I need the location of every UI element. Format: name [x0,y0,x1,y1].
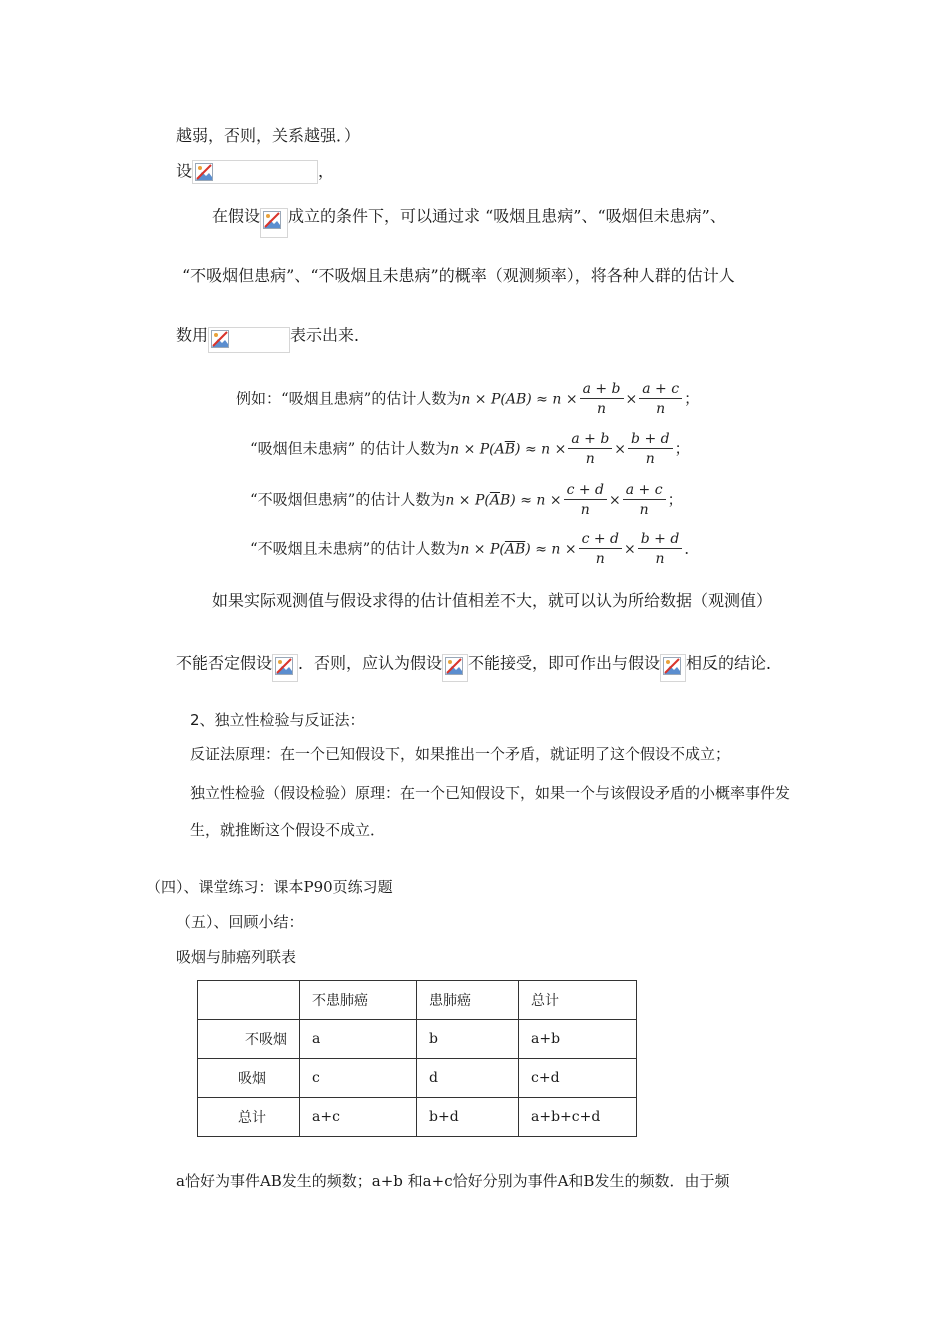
period: ． [684,539,700,558]
numerator: a + b [568,430,612,449]
header-cell [198,981,300,1020]
example-row-1-label: 例如：“吸烟且患病”的估计人数为 [236,389,462,408]
fraction [638,530,683,569]
table-row [198,1020,637,1059]
set-prefix: 设 [176,161,193,181]
semicolon: ； [684,389,700,408]
table-cell: a [300,1020,417,1059]
fraction [564,481,607,520]
numerator: a + c [623,481,666,500]
broken-image-icon [445,657,463,675]
expr-part: ) ≈ n × [515,441,567,458]
table-cell: c+d [519,1059,637,1098]
contingency-table [197,980,637,1137]
semicolon: ； [667,490,683,509]
denominator: n [580,502,590,518]
table-cell: a+b+c+d [519,1098,637,1137]
compare-line-1: 如果实际观测值与假设求得的估计值相差不大，就可以认为所给数据（观测值） [212,591,773,610]
section-2-title: 2、独立性检验与反证法： [190,711,365,729]
numerator: c + d [579,530,622,549]
table-cell: d [417,1059,519,1098]
section-2-proof-principle: 反证法原理：在一个已知假设下，如果推出一个矛盾，就证明了这个假设不成立； [190,745,731,763]
section-2-test-principle-line-1: 独立性检验（假设检验）原理：在一个已知假设下，如果一个与该假设矛盾的小概率事件发 [190,784,791,802]
assume-line-3-pre: 数用 [176,325,209,345]
expr-overline: $\overline{B}$ [504,441,516,458]
times-sign: × [624,541,636,558]
numerator: a + c [639,380,682,399]
numerator: b + d [628,430,673,449]
broken-image-icon [211,330,229,348]
denominator: n [655,551,665,567]
compare-part-c: 不能接受，即可作出与假设 [468,653,661,673]
expr-part: ) ≈ n × [525,541,577,558]
example-row-1 [236,380,699,419]
broken-image-icon [263,211,281,229]
example-row-4 [250,530,699,569]
header-cell: 总计 [519,981,637,1020]
compare-line-2 [176,650,782,678]
fraction [623,481,666,520]
set-suffix: ， [318,161,335,181]
times-sign: × [614,441,627,458]
table-row [198,1059,637,1098]
fraction [568,430,612,469]
numerator: b + d [638,530,683,549]
example-row-2-label: “吸烟但未患病” 的估计人数为 [250,439,451,458]
hypothesis-image-placeholder [260,208,288,238]
table-cell: b [417,1020,519,1059]
set-line [176,160,334,184]
denominator: n [656,401,666,417]
semicolon: ； [674,439,690,458]
intro-tail: 越弱，否则，关系越强．） [176,126,361,145]
formula-image-placeholder [192,160,318,184]
header-cell: 不患肺癌 [300,981,417,1020]
hypothesis-image-placeholder [660,654,686,682]
header-cell: 患肺癌 [417,981,519,1020]
assume-line-3-post: 表示出来． [290,325,371,345]
section-4-heading: （四）、课堂练习：课本P90页练习题 [146,878,393,896]
broken-image-icon [195,163,213,181]
section-5-heading: （五）、回顾小结： [176,913,304,931]
hypothesis-image-placeholder [272,654,298,682]
row-label: 总计 [198,1098,300,1137]
row-label: 不吸烟 [198,1020,300,1059]
example-row-1-expr: n × P(AB) ≈ n × [461,391,578,408]
broken-image-icon [663,657,681,675]
table-cell: a+c [300,1098,417,1137]
assume-line-1-pre: 在假设 [212,206,261,226]
assume-line-1-post: 成立的条件下，可以通过求 “吸烟且患病”、“吸烟但未患病”、 [288,206,726,226]
broken-image-icon [275,657,293,675]
table-cell: b+d [417,1098,519,1137]
expr-overline: $\overline{A}$ [489,492,500,509]
table-cell: c [300,1059,417,1098]
section-2-test-principle-line-2: 生，就推断这个假设不成立． [190,821,386,839]
times-sign: × [625,391,638,408]
compare-part-b: ．否则，应认为假设 [298,653,443,673]
fraction [579,530,622,569]
compare-part-a: 不能否定假设 [176,653,273,673]
compare-part-d: 相反的结论． [686,653,783,673]
denominator: n [645,451,655,467]
example-row-3-label: “不吸烟但患病”的估计人数为 [250,490,446,509]
table-row [198,1098,637,1137]
assume-line-3 [176,323,370,349]
denominator: n [639,502,649,518]
fraction [639,380,682,419]
numerator: a + b [580,380,624,399]
expr-part: n × P( [460,541,505,558]
example-row-3 [250,481,683,520]
table-cell: a+b [519,1020,637,1059]
example-row-2 [250,430,690,469]
denominator: n [585,451,595,467]
hypothesis-image-placeholder [442,654,468,682]
times-sign: × [609,492,621,509]
example-row-4-label: “不吸烟且未患病”的估计人数为 [250,539,461,558]
table-header-row [198,981,637,1020]
assume-line-1 [212,202,726,232]
table-title: 吸烟与肺癌列联表 [176,948,297,966]
numerator: c + d [564,481,607,500]
row-label: 吸烟 [198,1059,300,1098]
assume-line-2: “不吸烟但患病”、“不吸烟且未患病”的概率（观测频率），将各种人群的估计人 [182,266,735,285]
expr-part: B) ≈ n × [500,492,562,509]
expr-part: n × P( [445,492,490,509]
fraction [628,430,673,469]
expr-overline: $\overline{AB}$ [504,541,526,558]
fraction [580,380,624,419]
expr-part: n × P(A [450,441,505,458]
closing-line: a恰好为事件AB发生的频数；a+b 和a+c恰好分别为事件A和B发生的频数．由于频 [176,1172,730,1190]
denominator: n [597,401,607,417]
denominator: n [595,551,605,567]
table-image-placeholder [208,327,290,353]
